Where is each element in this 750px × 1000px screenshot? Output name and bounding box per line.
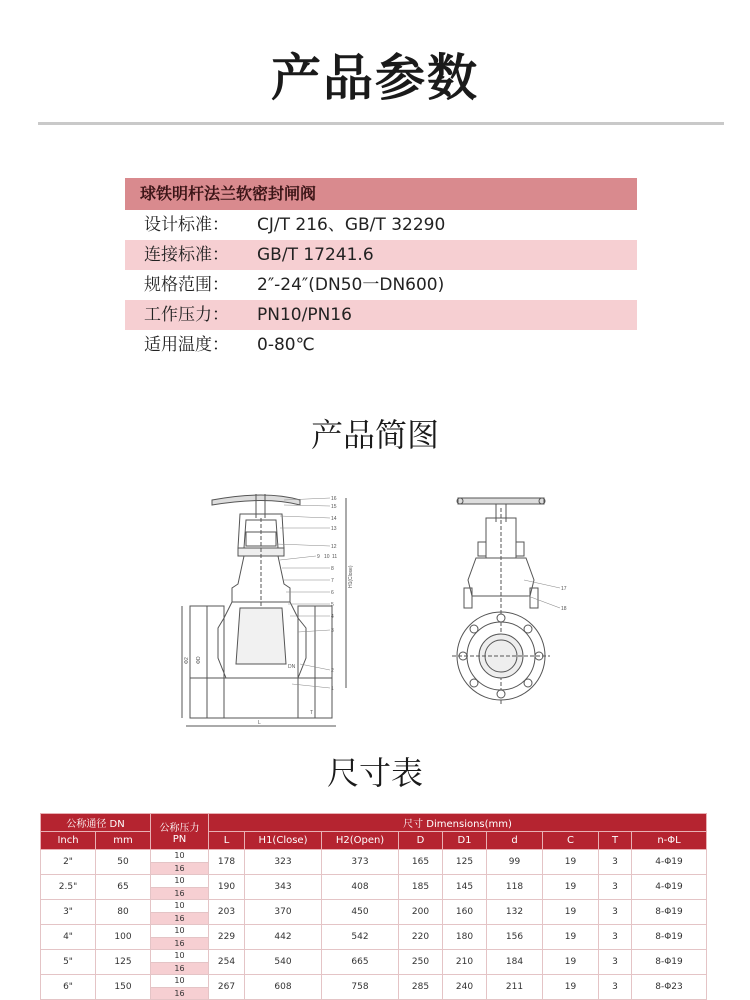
callout-17: 17 xyxy=(561,586,567,592)
callout-14: 14 xyxy=(331,516,337,522)
table-row xyxy=(41,975,707,1000)
pn-value: 10 xyxy=(174,951,185,960)
callout-18: 18 xyxy=(561,606,567,612)
dim-dn-label: DN xyxy=(288,664,296,670)
cell-h1: 323 xyxy=(245,850,322,875)
spec-value: 2″-24″(DN50一DN600) xyxy=(257,275,445,295)
cell-inch: 5" xyxy=(41,950,96,975)
dim-l-label: L xyxy=(258,720,261,726)
cell-c: 19 xyxy=(543,975,599,1000)
column-header: D1 xyxy=(443,832,487,850)
cell-pn xyxy=(151,950,209,975)
table-column-header-row xyxy=(41,832,707,850)
cell-c: 19 xyxy=(543,925,599,950)
cell-mm: 50 xyxy=(96,850,151,875)
cell-n-phi-l: 8-Φ19 xyxy=(632,950,707,975)
spec-label: 设计标准： xyxy=(144,215,229,235)
pn-value: 16 xyxy=(151,887,208,899)
column-header: d xyxy=(487,832,543,850)
pn-value: 16 xyxy=(151,987,208,999)
cell-d-inner: 118 xyxy=(487,875,543,900)
column-header: D xyxy=(399,832,443,850)
cell-pn xyxy=(151,850,209,875)
cell-l: 190 xyxy=(209,875,245,900)
cell-mm: 65 xyxy=(96,875,151,900)
pn-value: 10 xyxy=(174,926,185,935)
cell-pn xyxy=(151,900,209,925)
cell-inch: 2" xyxy=(41,850,96,875)
callout-6: 6 xyxy=(331,590,334,596)
callout-7: 7 xyxy=(331,578,334,584)
spec-value: GB/T 17241.6 xyxy=(257,245,374,265)
valve-front-view-drawing xyxy=(180,488,360,733)
dim-h1-label: H1(Close) xyxy=(348,565,354,588)
callout-8: 8 xyxy=(331,566,334,572)
cell-mm: 150 xyxy=(96,975,151,1000)
cell-l: 229 xyxy=(209,925,245,950)
cell-inch: 3" xyxy=(41,900,96,925)
spec-label: 连接标准： xyxy=(144,245,229,265)
spec-row-temperature xyxy=(125,330,637,360)
cell-h1: 442 xyxy=(245,925,322,950)
cell-d1: 240 xyxy=(443,975,487,1000)
table-row xyxy=(41,925,707,950)
cell-d-inner: 132 xyxy=(487,900,543,925)
cell-d-outer: 165 xyxy=(399,850,443,875)
spec-heading: 球铁明杆法兰软密封闸阀 xyxy=(125,178,637,210)
spec-label: 规格范围： xyxy=(144,275,229,295)
cell-d-outer: 250 xyxy=(399,950,443,975)
cell-mm: 80 xyxy=(96,900,151,925)
cell-d1: 145 xyxy=(443,875,487,900)
pn-value: 16 xyxy=(151,862,208,874)
cell-n-phi-l: 4-Φ19 xyxy=(632,875,707,900)
callout-3: 3 xyxy=(331,628,334,634)
cell-pn xyxy=(151,875,209,900)
cell-n-phi-l: 8-Φ19 xyxy=(632,900,707,925)
pn-value: 10 xyxy=(174,851,185,860)
pn-value: 10 xyxy=(174,901,185,910)
header-dims-group: 尺寸 Dimensions(mm) xyxy=(209,814,707,832)
pn-value: 10 xyxy=(174,976,185,985)
cell-t: 3 xyxy=(599,850,632,875)
column-header: Inch xyxy=(41,832,96,850)
callout-10: 10 xyxy=(324,554,330,560)
cell-h2: 373 xyxy=(322,850,399,875)
cell-d1: 160 xyxy=(443,900,487,925)
spec-row-design-standard xyxy=(125,210,637,240)
callout-11: 11 xyxy=(332,554,338,560)
spec-label: 适用温度： xyxy=(144,335,229,355)
column-header: H2(Open) xyxy=(322,832,399,850)
cell-mm: 100 xyxy=(96,925,151,950)
cell-d-inner: 211 xyxy=(487,975,543,1000)
cell-inch: 6" xyxy=(41,975,96,1000)
header-pn-sub: PN xyxy=(172,833,187,845)
table-row xyxy=(41,850,707,875)
cell-h2: 450 xyxy=(322,900,399,925)
cell-n-phi-l: 8-Φ23 xyxy=(632,975,707,1000)
column-header: n-ΦL xyxy=(632,832,707,850)
cell-c: 19 xyxy=(543,950,599,975)
table-row xyxy=(41,950,707,975)
cell-c: 19 xyxy=(543,875,599,900)
spec-value: 0-80℃ xyxy=(257,335,315,355)
column-header: T xyxy=(599,832,632,850)
column-header: C xyxy=(543,832,599,850)
pn-value: 16 xyxy=(151,937,208,949)
table-title: 尺寸表 xyxy=(326,754,423,792)
cell-d-outer: 200 xyxy=(399,900,443,925)
spec-row-working-pressure xyxy=(125,300,637,330)
callout-9: 9 xyxy=(317,554,320,560)
page-title: 产品参数 xyxy=(271,49,479,107)
column-header: H1(Close) xyxy=(245,832,322,850)
spec-value: PN10/PN16 xyxy=(257,305,352,325)
spec-row-size-range xyxy=(125,270,637,300)
table-row xyxy=(41,875,707,900)
dim-d-label: ΦD xyxy=(196,656,202,664)
callout-12: 12 xyxy=(331,544,337,550)
callout-13: 13 xyxy=(331,526,337,532)
cell-t: 3 xyxy=(599,900,632,925)
spec-label: 工作压力： xyxy=(144,305,229,325)
dim-d2-label: Φ2 xyxy=(184,657,190,664)
cell-d1: 210 xyxy=(443,950,487,975)
header-pn-group xyxy=(151,814,209,850)
cell-h1: 343 xyxy=(245,875,322,900)
pn-value: 16 xyxy=(151,962,208,974)
callout-5: 5 xyxy=(331,602,334,608)
cell-inch: 4" xyxy=(41,925,96,950)
cell-n-phi-l: 4-Φ19 xyxy=(632,850,707,875)
dim-t-label: T xyxy=(310,710,314,716)
cell-pn xyxy=(151,975,209,1000)
cell-d-outer: 220 xyxy=(399,925,443,950)
cell-c: 19 xyxy=(543,900,599,925)
column-header: mm xyxy=(96,832,151,850)
cell-pn xyxy=(151,925,209,950)
spec-panel xyxy=(125,178,637,360)
dimension-table xyxy=(40,813,707,1000)
valve-side-view-drawing xyxy=(430,488,580,718)
cell-l: 254 xyxy=(209,950,245,975)
callout-15: 15 xyxy=(331,504,337,510)
cell-h1: 370 xyxy=(245,900,322,925)
spec-row-connection-standard xyxy=(125,240,637,270)
header-pn-label: 公称压力 xyxy=(159,822,200,834)
callout-16: 16 xyxy=(331,496,337,502)
pn-value: 16 xyxy=(151,912,208,924)
spec-value: CJ/T 216、GB/T 32290 xyxy=(257,215,446,235)
cell-h2: 758 xyxy=(322,975,399,1000)
callout-4: 4 xyxy=(331,614,334,620)
cell-l: 267 xyxy=(209,975,245,1000)
cell-d-inner: 156 xyxy=(487,925,543,950)
cell-h1: 540 xyxy=(245,950,322,975)
cell-t: 3 xyxy=(599,975,632,1000)
cell-d1: 125 xyxy=(443,850,487,875)
cell-inch: 2.5" xyxy=(41,875,96,900)
column-header: L xyxy=(209,832,245,850)
cell-h2: 665 xyxy=(322,950,399,975)
title-divider xyxy=(38,122,724,125)
cell-n-phi-l: 8-Φ19 xyxy=(632,925,707,950)
pn-value: 10 xyxy=(174,876,185,885)
cell-d-inner: 99 xyxy=(487,850,543,875)
cell-h2: 542 xyxy=(322,925,399,950)
cell-c: 19 xyxy=(543,850,599,875)
cell-d1: 180 xyxy=(443,925,487,950)
cell-d-outer: 285 xyxy=(399,975,443,1000)
cell-h1: 608 xyxy=(245,975,322,1000)
callout-2: 2 xyxy=(331,668,334,674)
cell-l: 178 xyxy=(209,850,245,875)
cell-t: 3 xyxy=(599,925,632,950)
cell-d-outer: 185 xyxy=(399,875,443,900)
cell-t: 3 xyxy=(599,875,632,900)
callout-1: 1 xyxy=(331,686,334,692)
cell-mm: 125 xyxy=(96,950,151,975)
cell-h2: 408 xyxy=(322,875,399,900)
cell-d-inner: 184 xyxy=(487,950,543,975)
diagram-title: 产品简图 xyxy=(310,416,439,454)
cell-t: 3 xyxy=(599,950,632,975)
cell-l: 203 xyxy=(209,900,245,925)
header-dn-group: 公称通径 DN xyxy=(41,814,151,832)
table-group-header-row xyxy=(41,814,707,832)
table-row xyxy=(41,900,707,925)
